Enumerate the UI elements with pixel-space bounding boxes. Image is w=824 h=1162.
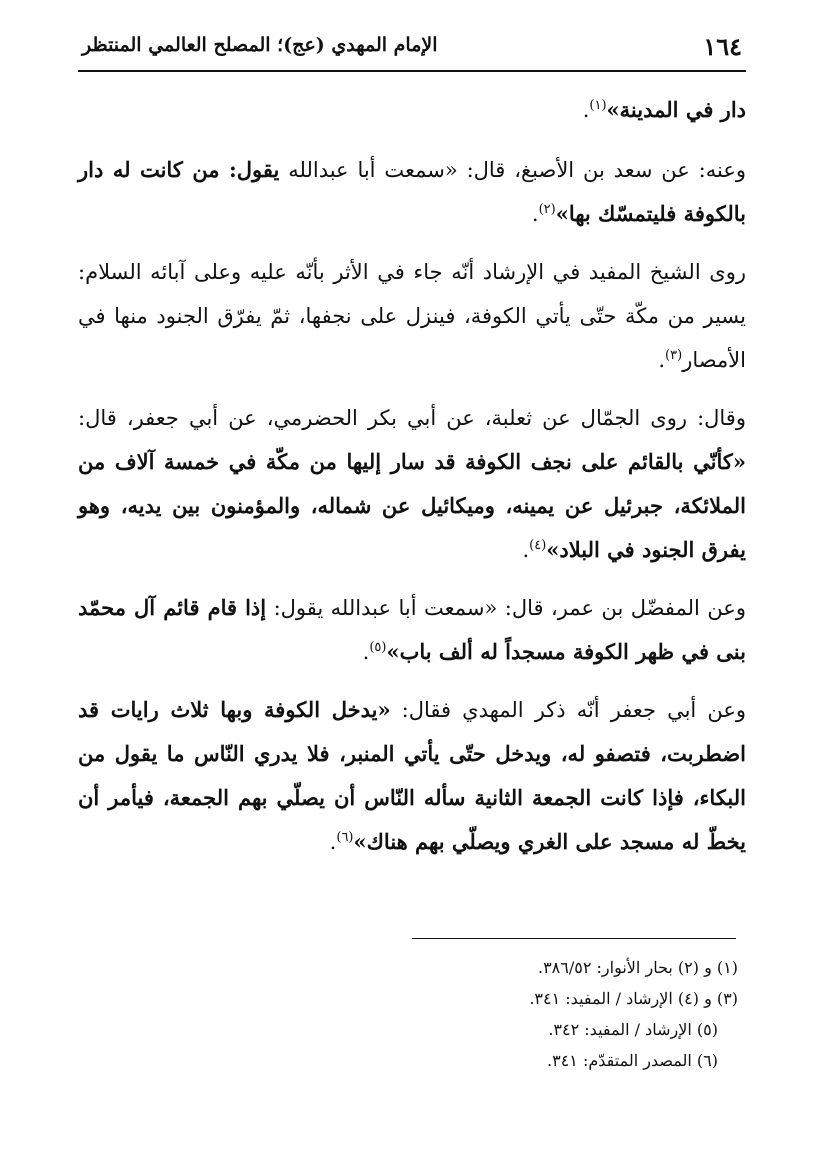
- footnote-ref: (٣): [665, 348, 683, 363]
- quoted-text: يقول: من كانت له دار بالكوفة فليتمسّك بها»: [78, 157, 746, 226]
- footnote-ref: (٥): [369, 640, 387, 655]
- paragraph: وقال: روى الجمّال عن ثعلبة، عن أبي بكر الحضرمي، عن أبي جعفر، قال: «كأنّي بالقائم على نجف الكوفة قد سار إليها من مكّة في خمسة آلاف من الملائكة، جبرئيل عن يمينه، وميكائيل عن شماله، والمؤمنون بين يديه، وهو يفرق الجنود في البلاد»$^{(٤)}$.: [78, 406, 746, 562]
- footnote: (١) و (٢) بحار الأنوار: ٣٨٦/٥٢.: [537, 958, 738, 977]
- main-text: [78, 88, 746, 880]
- footnotes: [98, 952, 738, 1076]
- quoted-text: دار في المدينة»: [606, 97, 746, 122]
- paragraph: وعن أبي جعفر أنّه ذكر المهدي فقال: «يدخل الكوفة وبها ثلاث رايات قد اضطربت، فتصفو له، ويدخل حتّى يأتي المنبر، فلا يدري النّاس ما يقول من البكاء، فإذا كانت الجمعة الثانية سأله النّاس أن يصلّي بهم الجمعة، فيأمر أن يخطّ له مسجد على الغري ويصلّي بهم هناك»$^{(٦)}$.: [78, 697, 746, 854]
- paragraph: وعن المفضّل بن عمر، قال: «سمعت أبا عبدالله يقول: إذا قام قائم آل محمّد بنى في ظهر الكوفة مسجداً له ألف باب»$^{(٥)}$.: [78, 595, 746, 664]
- footnote-ref: (٢): [538, 202, 556, 217]
- page-number: ١٦٤: [703, 32, 742, 61]
- footnote-ref: (٤): [529, 538, 547, 553]
- footnote-separator: [412, 938, 736, 939]
- page-header: [78, 30, 746, 72]
- footnote: (٣) و (٤) الإرشاد / المفيد: ٣٤١.: [529, 989, 738, 1008]
- paragraph: روى الشيخ المفيد في الإرشاد أنّه جاء في الأثر بأنّه عليه وعلى آبائه السلام: يسير من مكّة حتّى يأتي الكوفة، فينزل على نجفها، ثمّ يفرّق الجنود منها في الأمصار$^{(٣)}$.: [78, 260, 746, 372]
- paragraph: دار في المدينة»$^{(١)}$.: [582, 97, 746, 122]
- footnote: (٥) الإرشاد / المفيد: ٣٤٢.: [548, 1020, 718, 1039]
- footnote: (٦) المصدر المتقدّم: ٣٤١.: [547, 1051, 718, 1070]
- footnote-ref: (٦): [336, 830, 354, 845]
- quoted-text: «يدخل الكوفة وبها ثلاث رايات قد اضطربت، فتصفو له، ويدخل حتّى يأتي المنبر، فلا يدري النّاس ما يقول من البكاء، فإذا كانت الجمعة الثانية سأله النّاس أن يصلّي بهم الجمعة، فيأمر أن يخطّ له مسجد على الغري ويصلّي بهم هناك»: [78, 697, 746, 854]
- footnote-ref: (١): [589, 98, 607, 113]
- quoted-text: إذا قام قائم آل محمّد بنى في ظهر الكوفة مسجداً له ألف باب»: [78, 595, 746, 664]
- paragraph: وعنه: عن سعد بن الأصبغ، قال: «سمعت أبا عبدالله يقول: من كانت له دار بالكوفة فليتمسّك بها»$^{(٢)}$.: [78, 157, 746, 226]
- quoted-text: «كأنّي بالقائم على نجف الكوفة قد سار إليها من مكّة في خمسة آلاف من الملائكة، جبرئيل عن يمينه، وميكائيل عن شماله، والمؤمنون بين يديه، وهو يفرق الجنود في البلاد»: [78, 449, 746, 562]
- running-title: الإمام المهدي (عج)؛ المصلح العالمي المنتظر: [82, 34, 438, 56]
